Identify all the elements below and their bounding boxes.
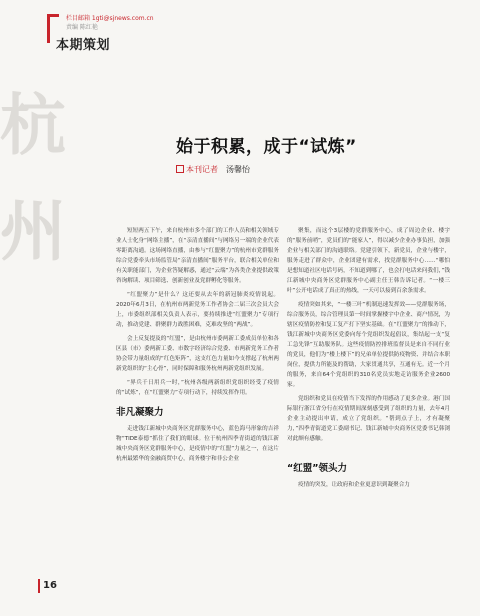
header-email: 栏目邮箱 1gti@sjnews.com.cn bbox=[66, 15, 154, 22]
paragraph: 会上反复提及的“红盟”，是由杭州市委两新工委成员单位和各区县（市）委两新工委、市数字经济综合党委、市两新党务工作者协会带力量组成的“红色矩阵”，这支红色力量如今支撑起了杭州两新党组织的“主心骨”，同时保障和服务杭州两新党组织发展。 bbox=[116, 336, 279, 372]
paragraph: 疫情的突发，让政府和企业更意识到凝聚合力 bbox=[298, 482, 410, 488]
byline-name: 汤馨怡 bbox=[226, 165, 250, 174]
header-editor-info bbox=[66, 14, 154, 32]
left-column bbox=[116, 226, 279, 468]
paragraph: 疫情突如其来，“一楼三叶”机制迅速发挥效——党群服务场，综合服务员，综合管理员第一时间掌握楼宇中企业、商户情况，为辖区疫情防控和复工复产打下坚实基础。在“红盟聚力”的推动下，钱江新城中央商务区党委向每个党组织发起倡议，集结起一支“复工急先锋”互助服务队。这些疫情防控排班监督员是来自不同行业的党员，他们为“楼上楼下”的兄弟单位提供防疫物资、并结合本职岗位，提供力所能及的帮助，大家贯通共享，互通有无。近一个月的服务，来自64个党组织的310名党员实地走访服务企业2600家。 bbox=[287, 302, 450, 388]
article-title: 始于积累，成于“试炼” bbox=[176, 137, 357, 157]
paragraph: 聚集，而这个3层楼的党群服务中心，成了周边企业、楼宇的“服务前哨”，党员们的“能家人”，得以减少企业办事负担，加强企业与相关部门的沟通联络。党建引领下，新党员，企业与楼宇，服务走进了群众中，企业团建有需求，找党群服务中心……“哪怕是想知道社区电话号码，不知道到哪了，也会打电话来问我们，”钱江新城中央商务区党群服务中心副主任王韩告诉记者。“一楼三叶”公开电话成了真正的热线，一天可以接到百余条需求。 bbox=[287, 228, 450, 294]
byline bbox=[176, 164, 250, 175]
byline-role: 本刊记者 bbox=[186, 165, 218, 174]
paragraph: 走进钱江新城中央商务区党群服务中心，蓝色海马形象的吉祥物“TIDE泰德”抓住了我们的眼球。位于杭州四季青街道的钱江新城中央商务区党群服务中心，是疫情中的“红盟”力量之一，在这片杭州最繁华的金融商贸中心，商务楼宇和非公企业 bbox=[116, 426, 279, 462]
section-heading: 非凡凝聚力 bbox=[116, 407, 164, 418]
section-heading: “红盟”领头力 bbox=[287, 463, 347, 474]
right-column bbox=[287, 226, 450, 494]
byline-box-icon bbox=[176, 165, 184, 173]
watermark-char-1: 杭 bbox=[0, 86, 66, 164]
paragraph: “界兵千日用兵一时，”杭州各级两新组织党组织经受了疫情的“试炼”，在“红盟聚力”专项行动下，持续发挥作用。 bbox=[116, 380, 279, 396]
column-title: 本期策划 bbox=[56, 38, 111, 53]
page-number: 16 bbox=[38, 579, 55, 593]
watermark-char-2: 州 bbox=[0, 192, 66, 270]
header-editor: 责编 陈红艳 bbox=[66, 24, 98, 31]
paragraph: 党组织和党员在疫情当下发挥的作用感动了更多企业。港门国际银行浙江省分行在疫情期间深刻感受到了组织的力量，去年4月企业主动提出申请，成立了党组织。“帮到点子上，才有凝聚力，”四季青街道党工委副书记、钱江新城中央商务区党委书记韩浏对此颇有感触。 bbox=[287, 396, 450, 442]
paragraph: 短短两五下午，来自杭州市多个部门的工作人员和相关领域专业人士化身“网络主播”，在“亲清直播间”与网络另一端的企业代表零距离沟通。这场网络直播，由参与“红盟聚力”的杭州市党群服务综合党委牵头市场监管局“亲清直播间”服务平台，联合相关单位和有关职能部门，为企业答疑解惑，通过“云端”为各类企业提供政策咨询解读、项目筛选、创新创业及党群孵化等服务。 bbox=[116, 228, 279, 284]
paragraph: “红盟聚力”是什么？这还要从去年的新冠肺炎疫情说起。2020年6月3日，在杭州市两新党务工作者协会二届三次会员大会上，市委组织部相关负责人表示，要持续推进“红盟聚力”专项行动，推动党建、群聚群力战胜困难，克难攻坚的“两战”。 bbox=[116, 292, 279, 328]
